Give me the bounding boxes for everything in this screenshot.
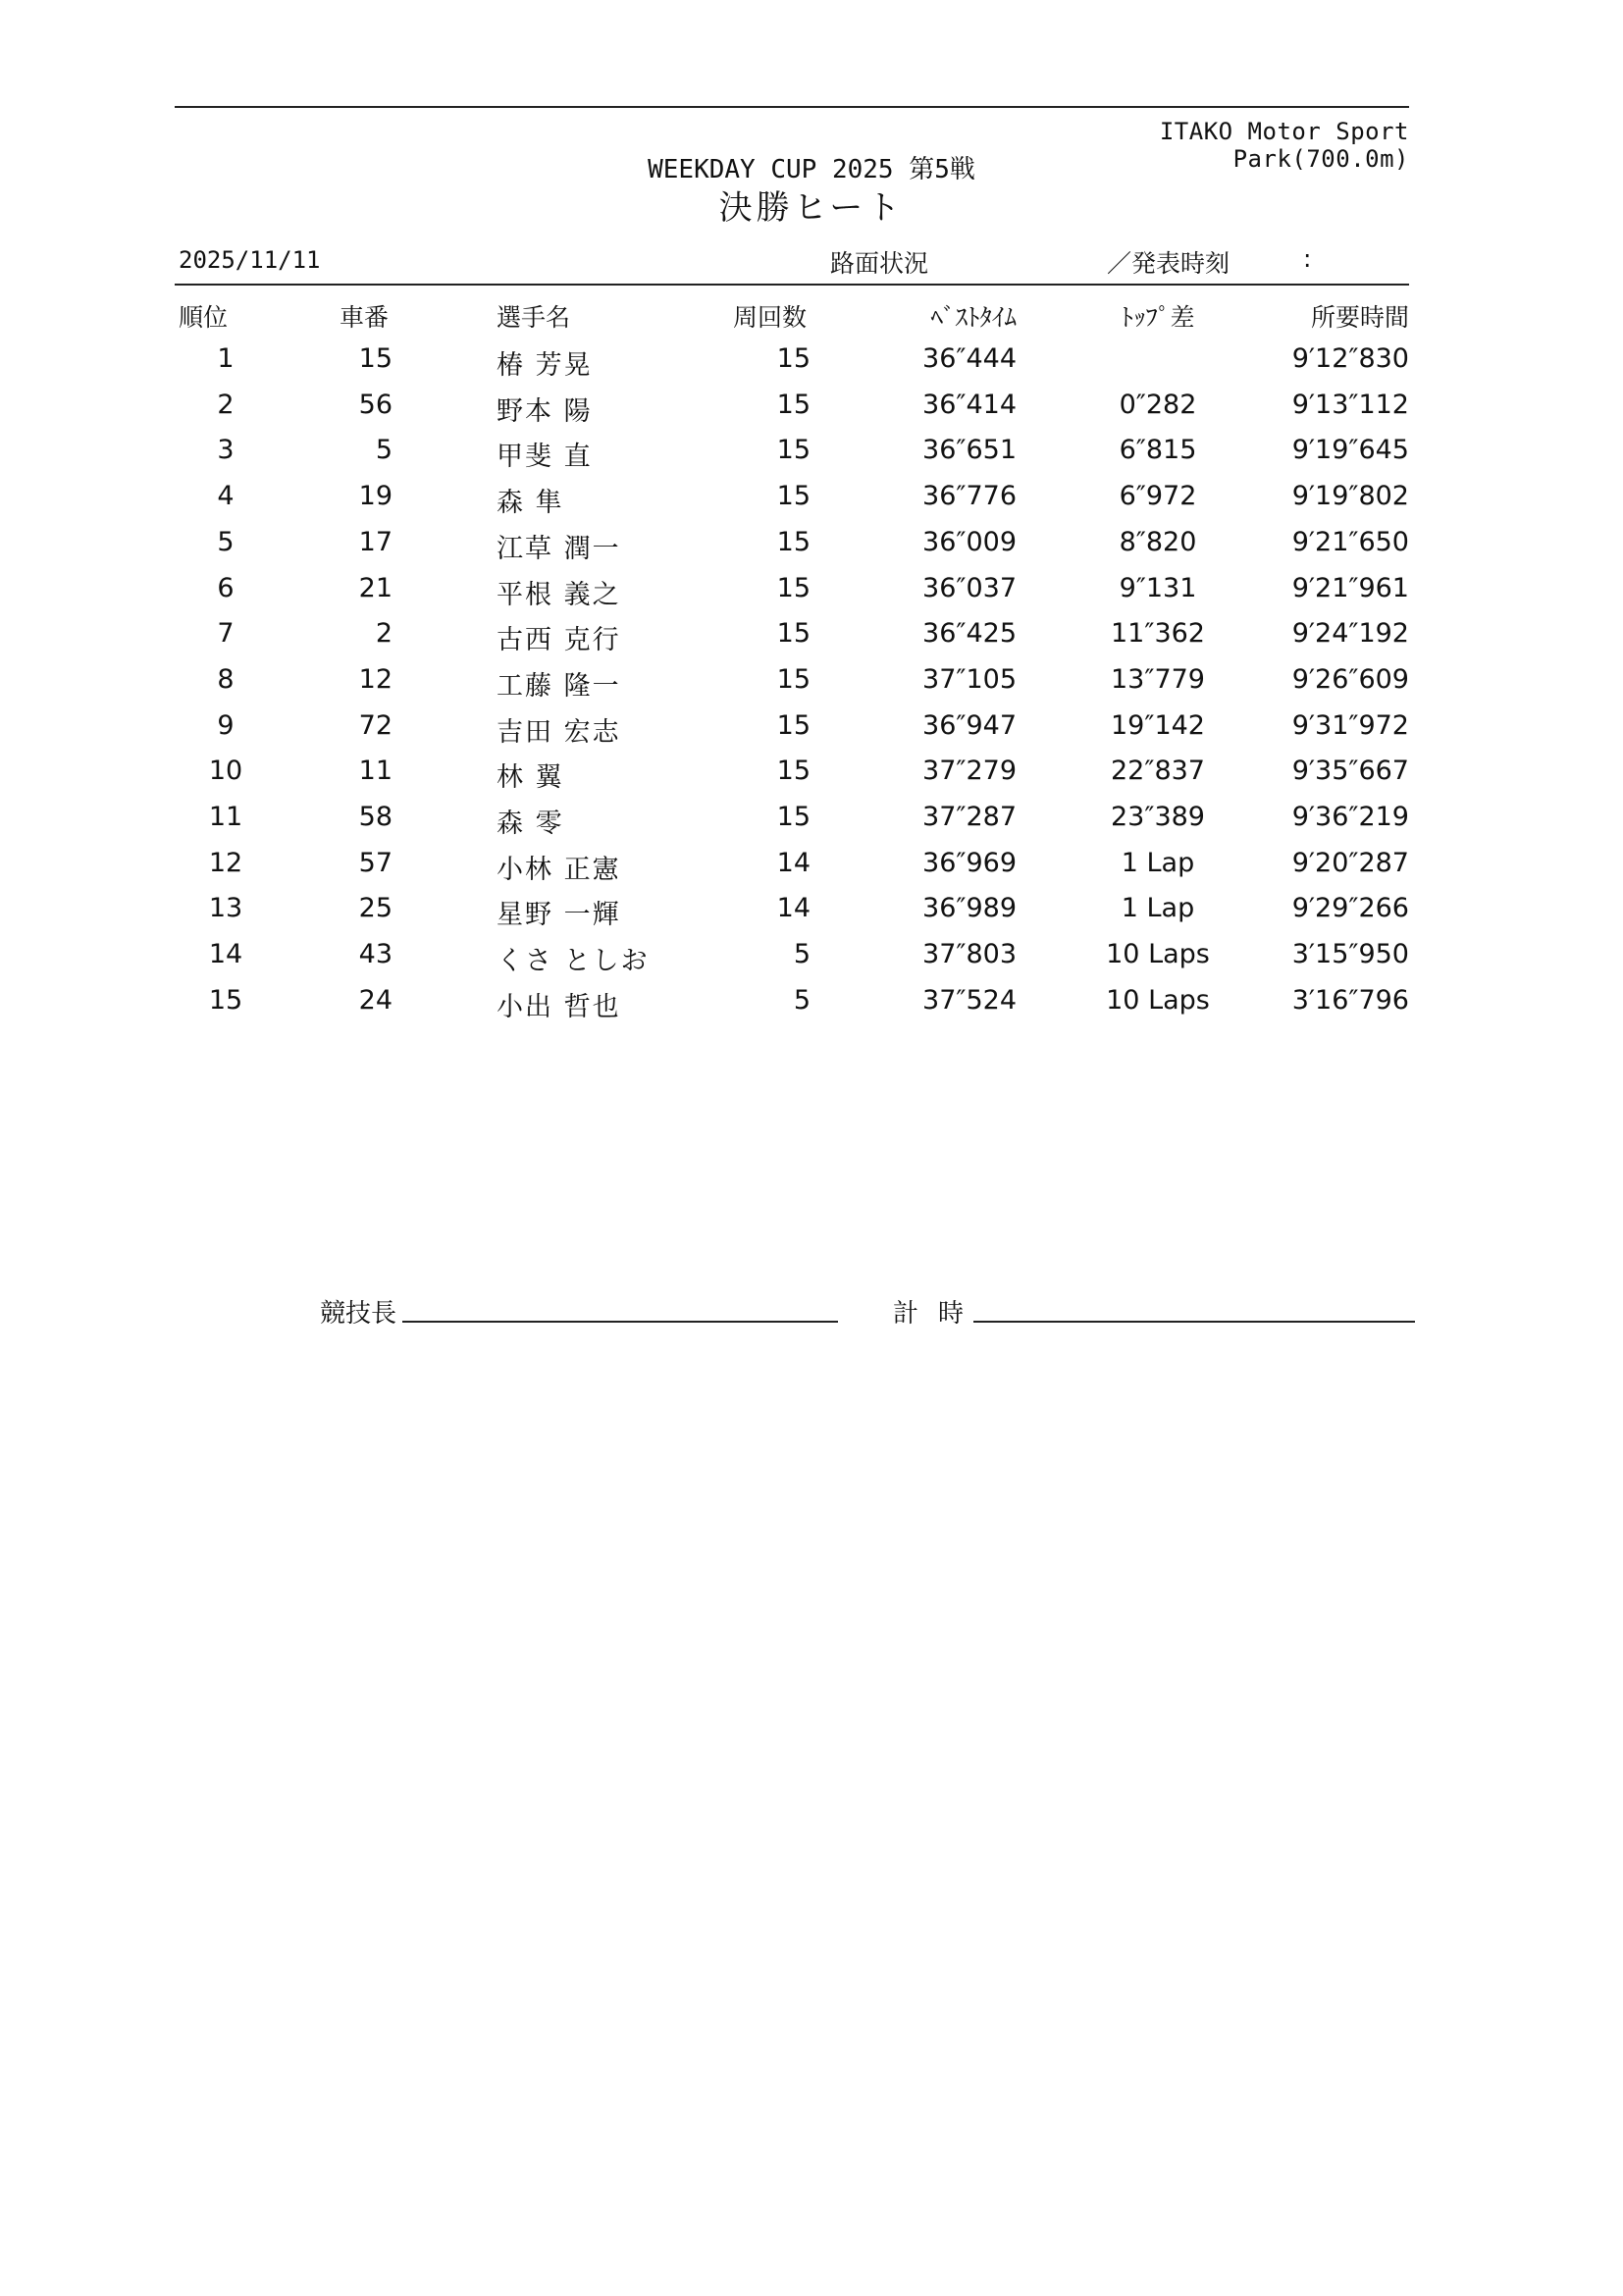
cell-pos: 6 bbox=[217, 572, 235, 603]
cell-gap: 6″972 bbox=[1119, 481, 1197, 512]
cell-num: 5 bbox=[375, 435, 393, 466]
cell-name: 小出 哲也 bbox=[497, 991, 621, 1022]
cell-name: 吉田 宏志 bbox=[497, 716, 621, 748]
cell-pos: 9 bbox=[217, 709, 235, 741]
cell-gap: 8″820 bbox=[1119, 526, 1197, 557]
cell-total: 9′12″830 bbox=[1291, 343, 1409, 374]
cell-num: 12 bbox=[358, 663, 393, 695]
cell-total: 9′24″192 bbox=[1291, 618, 1409, 650]
cell-name: 椿 芳晃 bbox=[497, 350, 593, 381]
steward-label: 競技長 bbox=[320, 1299, 397, 1329]
cell-total: 9′20″287 bbox=[1291, 847, 1409, 878]
cell-num: 72 bbox=[358, 709, 393, 741]
cell-gap: 1 Lap bbox=[1121, 847, 1195, 878]
event-title: WEEKDAY CUP 2025 第5戦 bbox=[648, 155, 975, 184]
cell-num: 15 bbox=[358, 343, 393, 374]
cell-pos: 15 bbox=[208, 984, 243, 1016]
heat-title: 決勝ヒート bbox=[718, 188, 905, 228]
cell-pos: 2 bbox=[217, 389, 235, 420]
race-date: 2025/11/11 bbox=[179, 246, 321, 274]
cell-total: 9′13″112 bbox=[1291, 389, 1409, 420]
cell-num: 56 bbox=[358, 389, 393, 420]
col-header-name: 選手名 bbox=[497, 303, 571, 332]
table-header-rule bbox=[175, 284, 1409, 286]
cell-best: 36″037 bbox=[922, 572, 1017, 603]
cell-best: 36″009 bbox=[922, 526, 1017, 557]
cell-laps: 5 bbox=[793, 939, 811, 970]
cell-pos: 4 bbox=[217, 481, 235, 512]
cell-laps: 15 bbox=[776, 435, 811, 466]
cell-name: 江草 潤一 bbox=[497, 533, 621, 564]
cell-name: 甲斐 直 bbox=[497, 442, 593, 473]
table-row bbox=[0, 893, 1623, 938]
cell-name: 林 翼 bbox=[497, 762, 564, 794]
table-row bbox=[0, 756, 1623, 801]
col-header-total: 所要時間 bbox=[1310, 303, 1409, 332]
cell-best: 36″969 bbox=[922, 847, 1017, 878]
cell-gap: 0″282 bbox=[1119, 389, 1197, 420]
cell-pos: 1 bbox=[217, 343, 235, 374]
cell-name: くさ としお bbox=[497, 946, 650, 977]
cell-best: 36″989 bbox=[922, 893, 1017, 924]
cell-name: 古西 克行 bbox=[497, 625, 621, 656]
cell-name: 森 零 bbox=[497, 809, 564, 839]
cell-laps: 14 bbox=[776, 893, 811, 924]
cell-num: 25 bbox=[358, 893, 393, 924]
cell-pos: 12 bbox=[208, 847, 243, 878]
cell-num: 19 bbox=[358, 481, 393, 512]
cell-laps: 15 bbox=[776, 663, 811, 695]
cell-gap: 6″815 bbox=[1119, 435, 1197, 466]
cell-best: 36″414 bbox=[922, 389, 1017, 420]
table-row bbox=[0, 527, 1623, 572]
cell-pos: 7 bbox=[217, 618, 235, 650]
cell-total: 9′21″961 bbox=[1291, 572, 1409, 603]
cell-pos: 11 bbox=[208, 802, 243, 832]
cell-laps: 15 bbox=[776, 572, 811, 603]
cell-total: 9′36″219 bbox=[1291, 802, 1409, 832]
cell-laps: 15 bbox=[776, 802, 811, 832]
col-header-best: ﾍﾞｽﾄﾀｲﾑ bbox=[930, 303, 1017, 332]
cell-pos: 3 bbox=[217, 435, 235, 466]
cell-pos: 5 bbox=[217, 526, 235, 557]
cell-best: 37″105 bbox=[922, 663, 1017, 695]
cell-best: 36″947 bbox=[922, 709, 1017, 741]
cell-gap: 22″837 bbox=[1111, 756, 1205, 787]
col-header-gap: ﾄｯﾌﾟ差 bbox=[1121, 303, 1195, 332]
cell-laps: 5 bbox=[793, 984, 811, 1016]
cell-best: 36″651 bbox=[922, 435, 1017, 466]
cell-name: 森 隼 bbox=[497, 488, 564, 519]
cell-gap: 11″362 bbox=[1111, 618, 1205, 650]
col-header-laps: 周回数 bbox=[732, 303, 807, 332]
cell-total: 3′16″796 bbox=[1291, 984, 1409, 1016]
cell-total: 9′31″972 bbox=[1291, 709, 1409, 741]
cell-best: 37″287 bbox=[922, 802, 1017, 832]
cell-gap: 23″389 bbox=[1111, 802, 1205, 832]
cell-best: 36″425 bbox=[922, 618, 1017, 650]
cell-total: 9′21″650 bbox=[1291, 526, 1409, 557]
cell-laps: 15 bbox=[776, 481, 811, 512]
announce-time-label: ／発表時刻 bbox=[1107, 249, 1230, 278]
cell-laps: 15 bbox=[776, 343, 811, 374]
cell-name: 工藤 隆一 bbox=[497, 670, 621, 702]
table-row bbox=[0, 710, 1623, 756]
timing-signature-line bbox=[973, 1321, 1415, 1323]
table-row bbox=[0, 985, 1623, 1030]
table-row bbox=[0, 481, 1623, 526]
cell-pos: 10 bbox=[208, 756, 243, 787]
cell-best: 37″279 bbox=[922, 756, 1017, 787]
cell-num: 2 bbox=[375, 618, 393, 650]
cell-laps: 15 bbox=[776, 709, 811, 741]
cell-gap: 10 Laps bbox=[1106, 939, 1210, 970]
steward-signature-line bbox=[402, 1321, 838, 1323]
cell-total: 9′35″667 bbox=[1291, 756, 1409, 787]
cell-num: 24 bbox=[358, 984, 393, 1016]
cell-gap: 10 Laps bbox=[1106, 984, 1210, 1016]
cell-num: 21 bbox=[358, 572, 393, 603]
cell-best: 37″524 bbox=[922, 984, 1017, 1016]
cell-name: 野本 陽 bbox=[497, 395, 593, 427]
cell-pos: 13 bbox=[208, 893, 243, 924]
table-row bbox=[0, 802, 1623, 847]
cell-name: 小林 正憲 bbox=[497, 854, 621, 885]
cell-best: 37″803 bbox=[922, 939, 1017, 970]
cell-name: 平根 義之 bbox=[497, 579, 621, 610]
cell-name: 星野 一輝 bbox=[497, 900, 621, 931]
cell-gap: 19″142 bbox=[1111, 709, 1205, 741]
cell-num: 17 bbox=[358, 526, 393, 557]
header-rule bbox=[175, 106, 1409, 108]
cell-total: 9′29″266 bbox=[1291, 893, 1409, 924]
cell-laps: 15 bbox=[776, 756, 811, 787]
table-row bbox=[0, 664, 1623, 709]
cell-laps: 15 bbox=[776, 526, 811, 557]
timing-label: 計時 bbox=[893, 1299, 984, 1329]
cell-num: 58 bbox=[358, 802, 393, 832]
table-row bbox=[0, 435, 1623, 480]
col-header-num: 車番 bbox=[340, 303, 390, 332]
cell-gap: 13″779 bbox=[1111, 663, 1205, 695]
cell-gap: 1 Lap bbox=[1121, 893, 1195, 924]
table-row bbox=[0, 618, 1623, 663]
cell-laps: 15 bbox=[776, 618, 811, 650]
cell-laps: 15 bbox=[776, 389, 811, 420]
cell-gap: 9″131 bbox=[1119, 572, 1197, 603]
cell-num: 43 bbox=[358, 939, 393, 970]
announce-time-value: : bbox=[1303, 244, 1312, 273]
table-row bbox=[0, 390, 1623, 435]
cell-best: 36″776 bbox=[922, 481, 1017, 512]
col-header-pos: 順位 bbox=[179, 303, 229, 332]
table-row bbox=[0, 848, 1623, 893]
cell-total: 9′19″802 bbox=[1291, 481, 1409, 512]
cell-laps: 14 bbox=[776, 847, 811, 878]
table-row bbox=[0, 573, 1623, 618]
table-row bbox=[0, 343, 1623, 389]
cell-total: 9′26″609 bbox=[1291, 663, 1409, 695]
road-condition-label: 路面状況 bbox=[830, 249, 929, 278]
cell-num: 11 bbox=[358, 756, 393, 787]
cell-num: 57 bbox=[358, 847, 393, 878]
cell-total: 9′19″645 bbox=[1291, 435, 1409, 466]
venue-name: ITAKO Motor Sport Park(700.0m) bbox=[1159, 118, 1409, 173]
cell-pos: 14 bbox=[208, 939, 243, 970]
table-row bbox=[0, 939, 1623, 984]
cell-pos: 8 bbox=[217, 663, 235, 695]
cell-best: 36″444 bbox=[922, 343, 1017, 374]
cell-total: 3′15″950 bbox=[1291, 939, 1409, 970]
